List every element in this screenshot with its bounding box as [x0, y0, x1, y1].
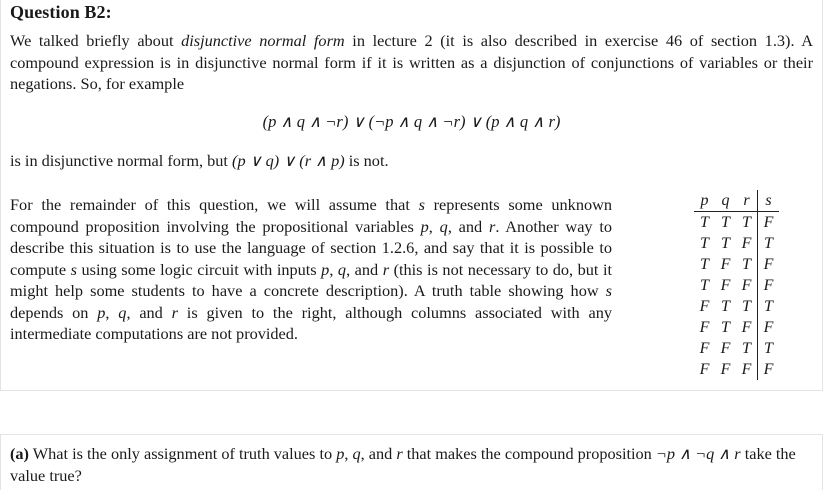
table-cell-r: T — [742, 339, 751, 357]
non-dnf-expression: (p ∨ q) ∨ (r ∧ p) — [232, 151, 345, 170]
intro-paragraph: We talked briefly about disjunctive normal form in lecture 2 (it is also described in exercise 46 of section 1.3). A compound expression is in disjunctive normal form if it is written as a disjunction of conjunctions of variables or their negations. So, for example — [10, 31, 813, 93]
table-cell-p: F — [699, 360, 710, 378]
table-cell-q: T — [721, 297, 730, 315]
table-cell-q: F — [720, 339, 731, 357]
table-cell-s: F — [758, 275, 780, 296]
table-cell-r: F — [741, 318, 752, 336]
table-cell-r: F — [741, 276, 752, 294]
header-r: r — [736, 190, 758, 212]
table-row — [694, 338, 779, 359]
table-row — [694, 233, 779, 254]
table-cell-r: T — [742, 255, 751, 273]
table-cell-q: F — [720, 276, 731, 294]
table-cell-s: F — [758, 359, 780, 380]
body-paragraph: For the remainder of this question, we will assume that s represents some unknown compound proposition involving the propositional variables p, q, and r. Another way to describe this situation is to use the language of section 1.2.6, and say that it is possible to compute s using some logic circuit with inputs p, q, and r (this is not necessary to do, but it might help some students to have a concrete description). A truth table showing how s depends on p, q, and r is given to the right, although columns associated with any intermediate computations are not provided. — [10, 195, 613, 343]
table-cell-r: T — [742, 213, 751, 231]
table-cell-p: T — [700, 255, 709, 273]
table-cell-q: F — [720, 255, 731, 273]
table-cell-r: T — [742, 297, 751, 315]
table-row — [694, 317, 779, 338]
table-cell-p: F — [699, 318, 710, 336]
table-cell-s: T — [758, 338, 780, 359]
truth-table-header — [694, 190, 779, 212]
table-row — [694, 212, 779, 234]
term-dnf: disjunctive normal form — [181, 31, 345, 50]
dnf-note: is in disjunctive normal form, but (p ∨ q) ∨ (r ∧ p) is not. — [10, 151, 389, 170]
header-s: s — [758, 190, 780, 212]
question-a: (a) What is the only assignment of truth values to p, q, and r that makes the compound proposition ¬p ∧ ¬q ∧ r take the value true? — [10, 444, 796, 485]
table-cell-p: T — [700, 213, 709, 231]
truth-table — [694, 190, 779, 380]
table-cell-p: F — [699, 339, 710, 357]
table-cell-q: T — [721, 318, 730, 336]
table-cell-s: F — [758, 212, 780, 234]
table-cell-s: T — [758, 233, 780, 254]
table-cell-r: F — [741, 360, 752, 378]
table-cell-p: T — [700, 234, 709, 252]
table-cell-p: T — [700, 276, 709, 294]
table-cell-r: F — [741, 234, 752, 252]
table-cell-q: T — [721, 213, 730, 231]
table-cell-s: F — [758, 254, 780, 275]
question-a-label: (a) — [10, 444, 29, 463]
table-cell-q: F — [720, 360, 731, 378]
table-cell-s: F — [758, 317, 780, 338]
header-p: p — [694, 190, 715, 212]
table-row — [694, 254, 779, 275]
table-cell-s: T — [758, 296, 780, 317]
table-cell-p: F — [699, 297, 710, 315]
table-row — [694, 275, 779, 296]
example-formula: (p ∧ q ∧ ¬r) ∨ (¬p ∧ q ∧ ¬r) ∨ (p ∧ q ∧ r) — [262, 112, 561, 131]
table-row — [694, 296, 779, 317]
question-title: Question B2: — [10, 2, 112, 22]
table-row — [694, 359, 779, 380]
table-cell-q: T — [721, 234, 730, 252]
header-q: q — [715, 190, 736, 212]
target-expression: ¬p ∧ ¬q ∧ r — [655, 444, 741, 463]
